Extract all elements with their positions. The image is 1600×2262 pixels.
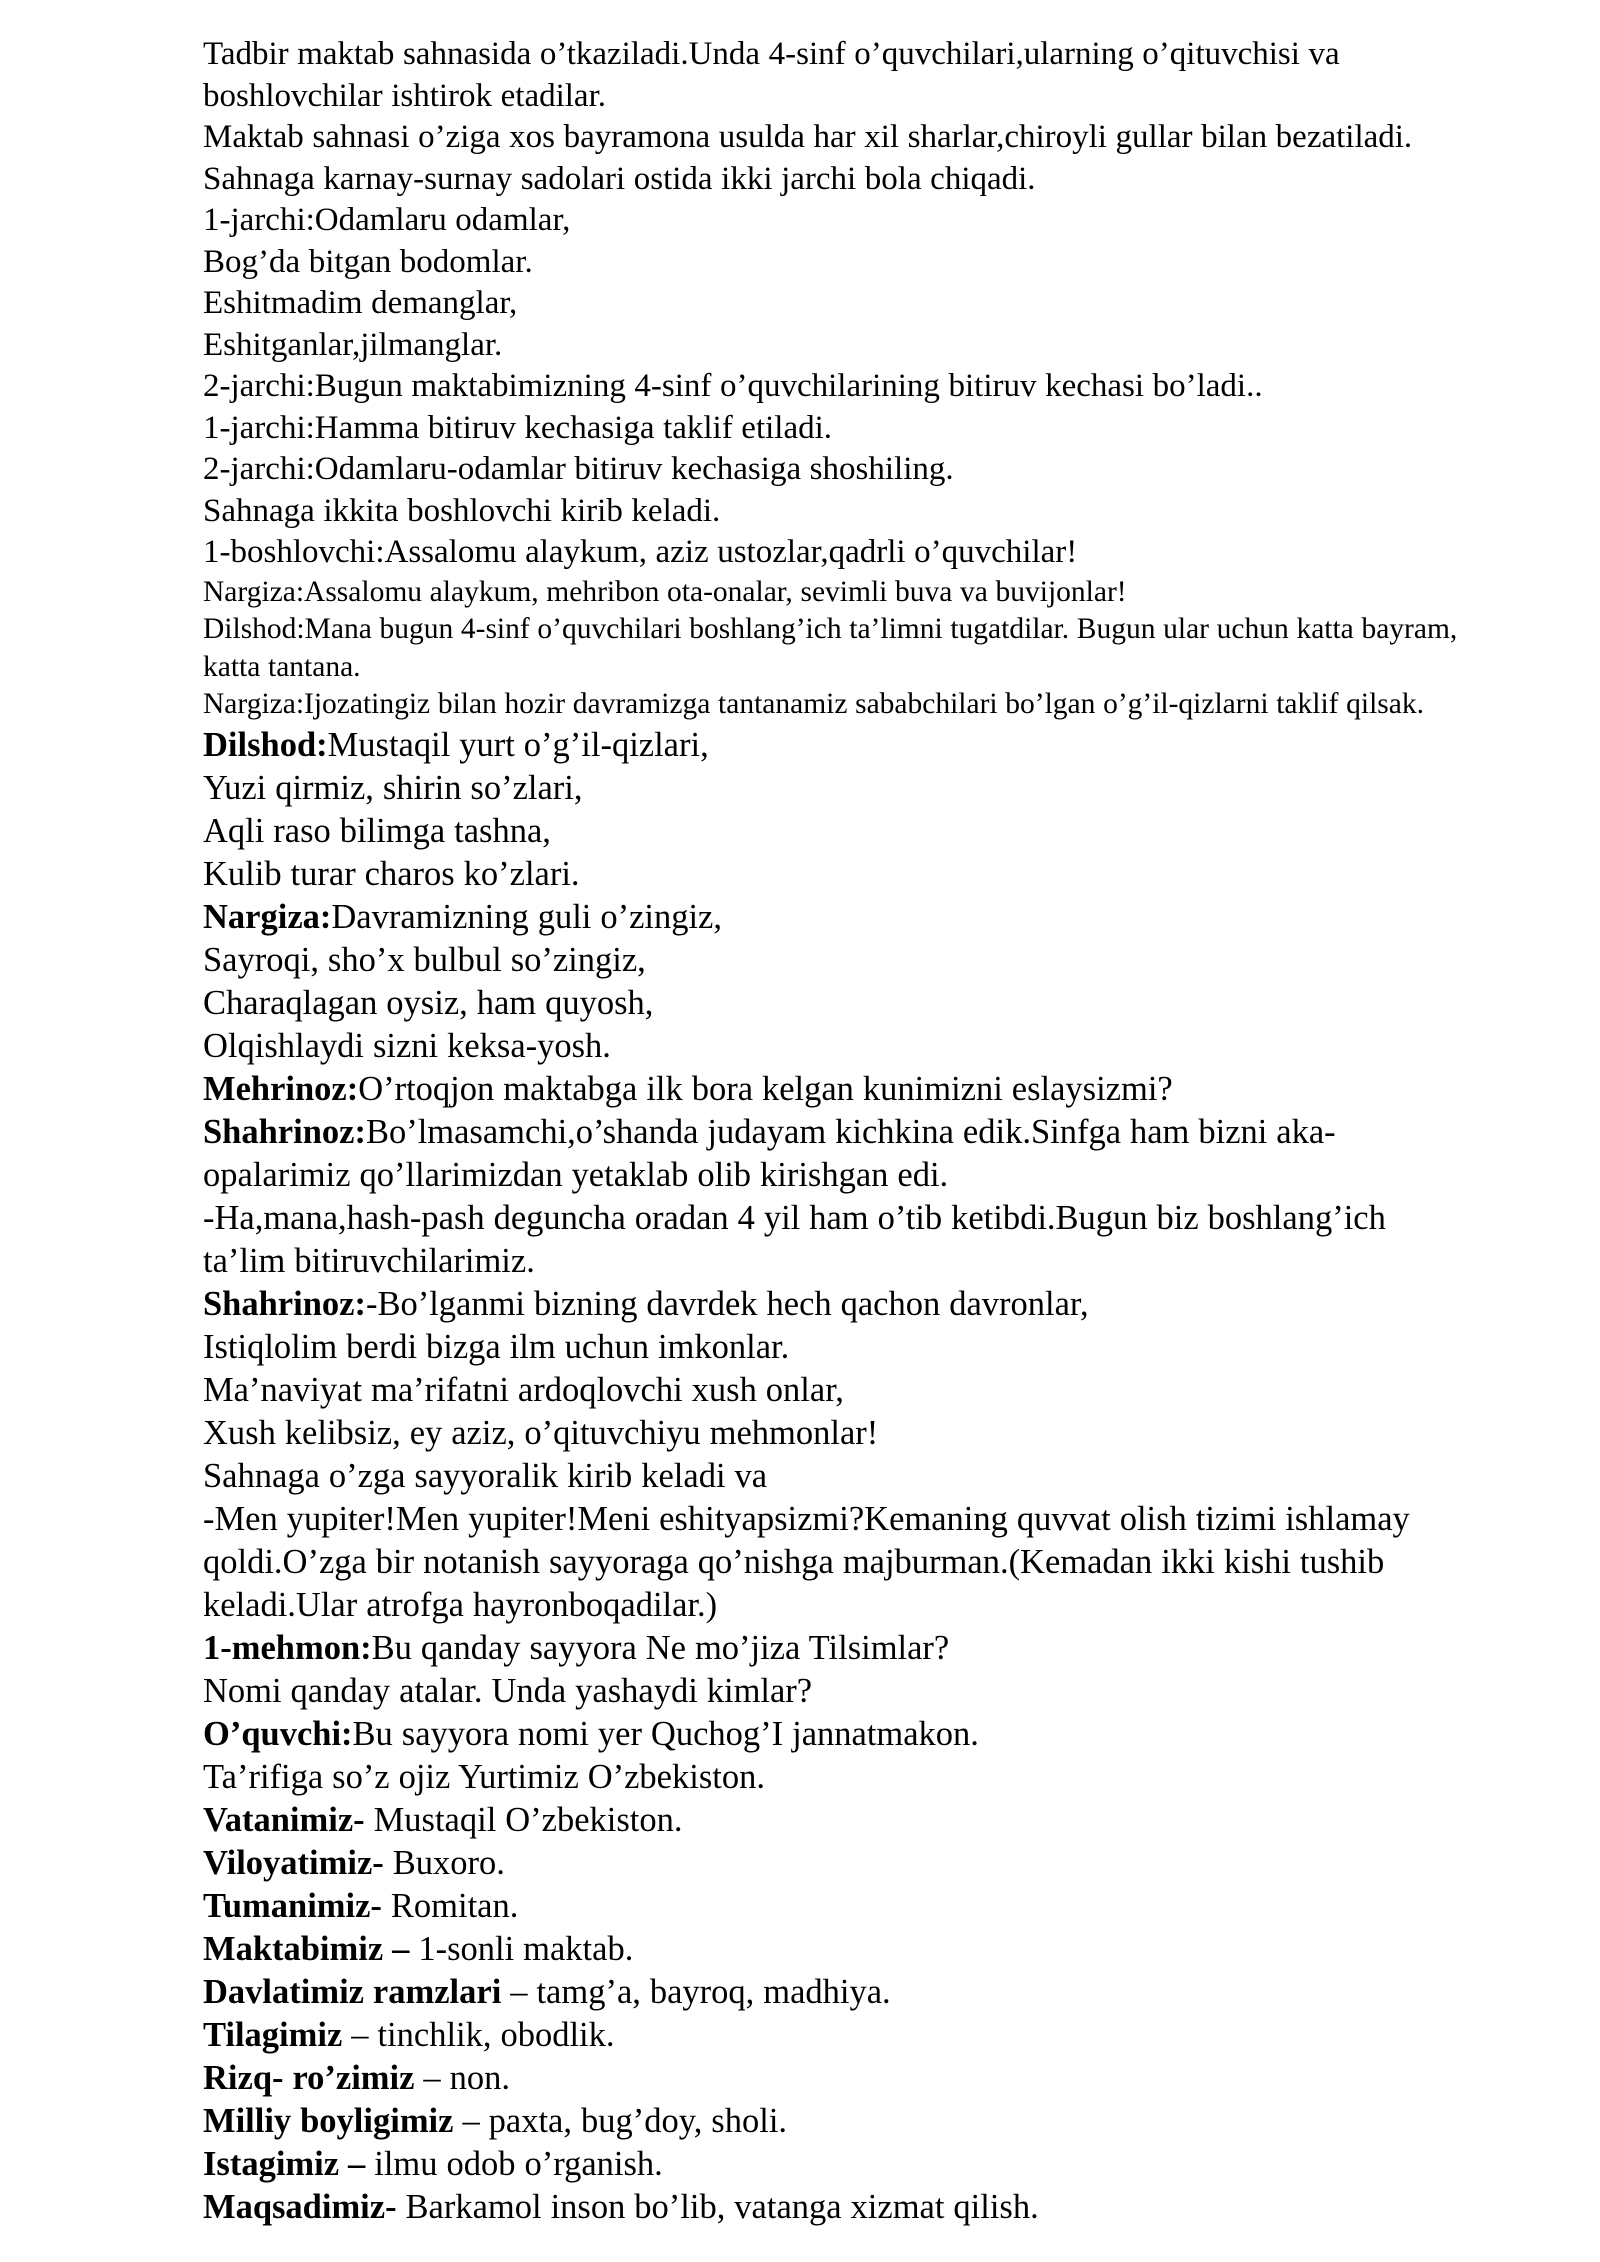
document-line <box>203 325 1473 367</box>
document-line <box>203 1455 1473 1498</box>
line-text: Eshitmadim demanglar, <box>203 285 518 321</box>
line-text: Aqli raso bilimga tashna, <box>203 811 551 850</box>
line-text: O’rtoqjon maktabga ilk bora kelgan kunimizni eslaysizmi? <box>358 1069 1173 1108</box>
line-text: Eshitganlar,jilmanglar. <box>203 326 503 363</box>
document-line <box>203 200 1473 242</box>
speaker-label: Tilagimiz <box>203 2015 343 2054</box>
line-text: Sahnaga ikkita boshlovchi kirib keladi. <box>203 492 721 529</box>
line-text: Kulib turar charos ko’zlari. <box>203 854 580 893</box>
speaker-label: Istagimiz – <box>203 2144 366 2183</box>
document-line <box>203 1928 1473 1971</box>
line-text: Dilshod:Mana bugun 4-sinf o’quvchilari boshlang’ich ta’limni tugatdilar. Bugun ular uchun katta bayram, katta tantana. <box>203 613 1458 683</box>
speaker-label: Shahrinoz: <box>203 1112 366 1151</box>
speaker-label: Maqsadimiz- <box>203 2187 397 2226</box>
line-text: Sahnaga karnay-surnay sadolari ostida ikki jarchi bola chiqadi. <box>203 160 1036 197</box>
line-text: -Ha,mana,hash-pash deguncha oradan 4 yil ham o’tib ketibdi.Bugun biz boshlang’ich ta’lim bitiruvchilarimiz. <box>203 1198 1386 1280</box>
document-line <box>203 896 1473 939</box>
line-text: – tamg’a, bayroq, madhiya. <box>501 1972 891 2011</box>
line-text: Mustaqil O’zbekiston. <box>364 1800 683 1839</box>
document-line <box>203 611 1473 686</box>
document-line <box>203 2057 1473 2100</box>
line-text: Davramizning guli o’zingiz, <box>331 897 722 936</box>
line-text: Olqishlaydi sizni keksa-yosh. <box>203 1026 611 1065</box>
document-line <box>203 159 1473 201</box>
line-text: 1-sonli maktab. <box>409 1929 634 1968</box>
document-line <box>203 242 1473 284</box>
document-line <box>203 366 1473 408</box>
line-text: 1-boshlovchi:Assalomu alaykum, aziz ustozlar,qadrli o’quvchilar! <box>203 534 1078 570</box>
line-text: Ta’rifiga so’z ojiz Yurtimiz O’zbekiston. <box>203 1757 765 1796</box>
speaker-label: Vatanimiz- <box>203 1800 365 1839</box>
line-text: Maktab sahnasi o’ziga xos bayramona usulda har xil sharlar,chiroyli gullar bilan bezatiladi. <box>203 119 1413 155</box>
line-text: 2-jarchi:Bugun maktabimizning 4-sinf o’quvchilarining bitiruv kechasi bo’ladi.. <box>203 368 1263 404</box>
line-text: Istiqlolim berdi bizga ilm uchun imkonlar. <box>203 1327 790 1366</box>
line-text: Charaqlagan oysiz, ham quyosh, <box>203 983 654 1022</box>
speaker-label: Rizq- ro’zimiz <box>203 2058 415 2097</box>
document-line <box>203 2186 1473 2229</box>
line-text: 2-jarchi:Odamlaru-odamlar bitiruv kechasiga shoshiling. <box>203 451 954 487</box>
line-text: 1-jarchi:Hamma bitiruv kechasiga taklif etiladi. <box>203 409 833 446</box>
document-line <box>203 1111 1473 1197</box>
document-line <box>203 1412 1473 1455</box>
document-line <box>203 767 1473 810</box>
line-text: Nargiza:Assalomu alaykum, mehribon ota-onalar, sevimli buva va buvijonlar! <box>203 575 1127 608</box>
line-text: – paxta, bug’doy, sholi. <box>453 2101 788 2140</box>
line-text: Bu sayyora nomi yer Quchog’I jannatmakon. <box>352 1714 979 1753</box>
speaker-label: Dilshod: <box>203 725 328 764</box>
line-text: 1-jarchi:Odamlaru odamlar, <box>203 202 571 238</box>
document-line <box>203 2100 1473 2143</box>
document-text-column <box>203 34 1473 2229</box>
document-line <box>203 34 1473 117</box>
document-line <box>203 1068 1473 1111</box>
document-line <box>203 686 1473 724</box>
document-line <box>203 1498 1473 1627</box>
line-text: -Bo’lganmi bizning davrdek hech qachon davronlar, <box>365 1284 1089 1323</box>
document-line <box>203 1197 1473 1283</box>
document-line <box>203 1025 1473 1068</box>
speaker-label: O’quvchi: <box>203 1714 353 1753</box>
document-line <box>203 532 1473 574</box>
document-line <box>203 1799 1473 1842</box>
line-text: Mustaqil yurt o’g’il-qizlari, <box>327 725 709 764</box>
speaker-label: Maktabimiz – <box>203 1929 410 1968</box>
document-line <box>203 810 1473 853</box>
line-text: Nargiza:Ijozatingiz bilan hozir davramizga tantanamiz sababchilari bo’lgan o’g’il-qizlarni taklif qilsak. <box>203 688 1424 720</box>
document-line <box>203 853 1473 896</box>
speaker-label: Tumanimiz- <box>203 1886 382 1925</box>
speaker-label: Viloyatimiz- <box>203 1843 384 1882</box>
line-text: Sahnaga o’zga sayyoralik kirib keladi va <box>203 1456 768 1495</box>
document-line <box>203 283 1473 325</box>
document-line <box>203 1326 1473 1369</box>
line-text: Ma’naviyat ma’rifatni ardoqlovchi xush onlar, <box>203 1370 844 1409</box>
line-text: Barkamol inson bo’lib, vatanga xizmat qilish. <box>396 2187 1039 2226</box>
line-text: Nomi qanday atalar. Unda yashaydi kimlar? <box>203 1671 813 1710</box>
document-line <box>203 1971 1473 2014</box>
document-line <box>203 982 1473 1025</box>
line-text: Bog’da bitgan bodomlar. <box>203 243 533 280</box>
line-text: – tinchlik, obodlik. <box>342 2015 615 2054</box>
line-text: Tadbir maktab sahnasida o’tkaziladi.Unda 4-sinf o’quvchilari,ularning o’qituvchisi va boshlovchilar ishtirok etadilar. <box>203 36 1340 114</box>
line-text: -Men yupiter!Men yupiter!Meni eshityapsizmi?Kemaning quvvat olish tizimi ishlamay qoldi.O’zga bir notanish sayyoraga qo’nishga majburman.(Kemadan ikki kishi tushib keladi.Ular atrofga hayronboqadilar.) <box>203 1499 1410 1624</box>
document-line <box>203 724 1473 767</box>
line-text: Yuzi qirmiz, shirin so’zlari, <box>203 768 583 807</box>
line-text: Bu qanday sayyora Ne mo’jiza Tilsimlar? <box>371 1628 950 1667</box>
line-text: Romitan. <box>381 1886 519 1925</box>
document-line <box>203 1283 1473 1326</box>
document-line <box>203 449 1473 491</box>
speaker-label: Mehrinoz: <box>203 1069 359 1108</box>
document-line <box>203 1842 1473 1885</box>
document-line <box>203 1670 1473 1713</box>
speaker-label: Davlatimiz ramzlari <box>203 1972 502 2011</box>
document-line <box>203 1627 1473 1670</box>
line-text: Bo’lmasamchi,o’shanda judayam kichkina edik.Sinfga ham bizni aka-opalarimiz qo’llarimizdan yetaklab olib kirishgan edi. <box>203 1112 1336 1194</box>
speaker-label: 1-mehmon: <box>203 1628 372 1667</box>
document-line <box>203 408 1473 450</box>
line-text: ilmu odob o’rganish. <box>365 2144 663 2183</box>
document-line <box>203 1756 1473 1799</box>
speaker-label: Shahrinoz: <box>203 1284 366 1323</box>
document-line <box>203 1713 1473 1756</box>
speaker-label: Nargiza: <box>203 897 332 936</box>
line-text: – non. <box>414 2058 510 2097</box>
document-line <box>203 1369 1473 1412</box>
document-line <box>203 939 1473 982</box>
line-text: Xush kelibsiz, ey aziz, o’qituvchiyu mehmonlar! <box>203 1413 879 1452</box>
document-line <box>203 491 1473 533</box>
document-line <box>203 2143 1473 2186</box>
line-text: Buxoro. <box>383 1843 505 1882</box>
document-line <box>203 117 1473 159</box>
line-text: Sayroqi, sho’x bulbul so’zingiz, <box>203 940 646 979</box>
document-line <box>203 1885 1473 1928</box>
document-line <box>203 574 1473 612</box>
speaker-label: Milliy boyligimiz <box>203 2101 454 2140</box>
document-line <box>203 2014 1473 2057</box>
